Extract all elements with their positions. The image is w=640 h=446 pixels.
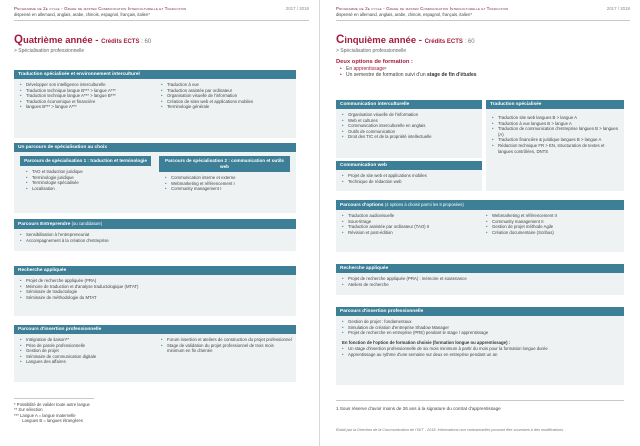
opt-col2 [480, 210, 624, 237]
box-recherche-appliquee-5 [336, 264, 624, 295]
box-title: Communication web [336, 161, 482, 170]
program-subtitle: dispensé en allemand, anglais, arabe, chinois, espagnol, français, italien* [14, 12, 150, 17]
list-item: • Traduction technique langue B*** > langue A*** [26, 88, 151, 94]
box1-col2 [155, 79, 296, 112]
list-item: • Community management II [492, 219, 620, 225]
header-divider [336, 20, 630, 21]
list-item: • Technique de rédaction web [348, 179, 478, 185]
list-item: • Un stage d'insertion professionnelle de six mois minimum à partir du mois pour la formation longue durée [348, 346, 620, 352]
list-item: • Traduction à vue [167, 82, 292, 88]
list-item: • Rédaction technique FR > EN, structuration de textes et langues contrôlées, DNTS [498, 143, 620, 154]
list-item: • Localisation [32, 186, 147, 192]
list-item: • Traduction technique langue A*** > langue B*** [26, 93, 151, 99]
box-insertion-professionnelle [14, 325, 296, 382]
list-item: • langues B*** > langue A*** [26, 104, 151, 110]
list-item: • Traduction financière & juridique langues B > langue A [498, 137, 620, 143]
list-item: • Organisation visuelle de l'information [348, 112, 478, 118]
list-item: • Communication interne et externe [171, 175, 286, 181]
web-list [336, 170, 482, 186]
list-item: • Droit des TIC et de la propriété intellectuelle [348, 134, 478, 140]
box4-list [14, 275, 296, 302]
list-item: • Apprentissage au rythme d'une semaine sur deux en entreprise pendant un an [348, 352, 620, 358]
specialisation-label: > Spécialisation professionnelle [14, 48, 85, 54]
list-item: • Séminaire de communication digitale [26, 354, 151, 360]
list-item: • Révision et post-édition [348, 230, 476, 236]
year-title [336, 34, 630, 46]
list-item: • Séminaire de méthodologie du MTAT [26, 295, 292, 301]
credit-line: Établi par la Direction de la Communication de l'ISIT - 2018. Informations non contractuelles pouvant être soumises à des modifications. [336, 428, 565, 432]
options-list [336, 65, 630, 78]
box-title: Traduction spécialisée et environnement interculturel [14, 70, 296, 79]
specialisation-label: > Spécialisation professionnelle [336, 48, 407, 54]
list-item: • Projet de recherche en entreprise (PRE) pendant le stage / apprentissage [348, 330, 620, 336]
list-item: • Traduction assistée par ordinateur [167, 88, 292, 94]
sub2-list [159, 172, 290, 194]
left-footnotes [14, 402, 90, 424]
ects-value: : 60 [139, 39, 152, 45]
list-item: • Projet de recherche appliquée (PRA) : mémoire et soutenance [348, 276, 620, 282]
year-initial: C [336, 34, 345, 46]
footnote: ** Sur sélection [14, 407, 43, 413]
box-title: Un parcours de spécialisation au choix [14, 143, 296, 152]
sub-box-title: Parcours de spécialisation 2 : communication et outils web [159, 156, 290, 172]
list-item: • Stage de validation du projet professionnel de trois mois minimum en fin d'année [167, 343, 292, 354]
box-recherche-appliquee [14, 266, 296, 316]
academic-year: 2017 / 2018 [606, 6, 630, 11]
right-page [320, 0, 640, 446]
list-item: • Simulation de création d'entreprise Shadow Manager [348, 325, 620, 331]
left-header [14, 6, 309, 28]
footnote: * Possibilité de valider toute autre langue [14, 402, 90, 407]
list-item: • Gestion de projet méthode Agile [492, 224, 620, 230]
box-title-note: (ou candidature) [71, 221, 103, 226]
box-title: Recherche appliquée [14, 266, 296, 275]
list-item: • Gestion de projet [26, 348, 151, 354]
list-item: • Projet de recherche appliquée (PRA) [26, 278, 292, 284]
options-title: Deux options de formation : [336, 59, 413, 65]
list-item: • Mémoire de traduction et d'analyse traductologique (MTAT) [26, 284, 292, 290]
box-communication-web [336, 161, 482, 191]
list-item: • Gestion de projet : fondamentaux [348, 319, 620, 325]
year-title [14, 34, 309, 46]
ts-list [486, 109, 624, 156]
box-parcours-specialisation [14, 143, 296, 213]
list-item: • Accompagnement à la création d'entreprise [26, 238, 292, 244]
list-item: • Web et cultures [348, 118, 478, 124]
list-item: • Traduction économique et financière [26, 99, 151, 105]
box-title: Communication interculturelle [336, 100, 482, 109]
list-item: • Langues des affaires [26, 359, 151, 365]
list-item: • Traduction audiovisuelle [348, 213, 476, 219]
box-title-note: (4 options à choisir parmi les 9 proposées) [384, 202, 464, 207]
footnote-divider [14, 398, 94, 399]
list-item: • Projet de site web et applications mobiles [348, 173, 478, 179]
option-item: • En apprentissage¹ [346, 66, 630, 72]
list-item: • Séminaire de traductologie [26, 289, 292, 295]
list-item: • Prise de parole professionnelle [26, 343, 151, 349]
program-title: Programme de 2e cycle - Grade de master Communication Interculturelle et Traduction [14, 6, 187, 11]
year-name: inquième année [344, 35, 417, 46]
list-item: • Intégration de liaison** [26, 337, 151, 343]
program-title: Programme de 2e cycle - Grade de master Communication Interculturelle et Traduction [336, 6, 509, 11]
year-separator: - [92, 35, 102, 46]
box5-col1 [14, 334, 155, 367]
sub1-list [20, 166, 151, 193]
ects-label: Crédits ECTS [101, 39, 140, 45]
list-item: • Terminologie juridique [32, 175, 147, 181]
list-item: • Webmarketing et référencement I [171, 181, 286, 187]
ci-list [336, 109, 482, 142]
list-item: • Organisation visuelle de l'information [167, 93, 292, 99]
ins-list [336, 316, 624, 338]
option-item: • Un semestre de formation suivi d'un stage de fin d'études [346, 72, 630, 78]
header-divider [14, 20, 309, 21]
list-item: • Ateliers de recherche [348, 282, 620, 288]
box-title: Parcours Entreprendre (ou candidature) [14, 219, 296, 229]
list-item: • Traduction de communication d'entreprise langues B > langues (A) [498, 126, 620, 137]
list-item: • Forum insertion et ateliers de construction du projet professionnel [167, 337, 292, 343]
formation-note: En fonction de l'option de formation choisie (formation longue ou apprentissage) : [342, 339, 511, 345]
list-item: • Création de sites web et applications mobiles [167, 99, 292, 105]
year-separator: - [416, 35, 425, 46]
box-traduction-specialisee [14, 70, 296, 138]
ins-list-2 [336, 345, 624, 359]
list-item: • Outils de communication [348, 129, 478, 135]
box-parcours-options [336, 200, 624, 252]
academic-year: 2017 / 2018 [285, 6, 309, 11]
list-item: • Sous-titrage [348, 219, 476, 225]
ects-value: : 60 [462, 39, 475, 45]
box-traduction-specialisee-5 [486, 100, 624, 191]
box-communication-interculturelle [336, 100, 482, 158]
box5-col2 [155, 334, 296, 356]
list-item: • TAO et traduction juridique [32, 169, 147, 175]
list-item: • Traduction à vue langues B > langue A [498, 121, 620, 127]
list-item: • Traduction assistée par ordinateur (TAO) II [348, 224, 476, 230]
box3-list [14, 229, 296, 245]
box-parcours-entreprendre [14, 219, 296, 251]
footnote-divider [336, 400, 624, 401]
rech-list [336, 273, 624, 289]
sub-box-title: Parcours de spécialisation 1 : traduction et terminologie [20, 156, 151, 166]
list-item: • Communication interculturelle en anglais [348, 123, 478, 129]
footnote: *** Langue A = langue maternelle [14, 412, 76, 418]
list-item: • Développer son intelligence interculturelle [26, 82, 151, 88]
year-name: uatrième année [22, 35, 93, 46]
opt-col1 [336, 210, 480, 237]
list-item: • Community management I [171, 186, 286, 192]
year-initial: Q [14, 34, 23, 46]
right-header [336, 6, 630, 28]
list-item: • Traduction site web langues B > langue A [498, 115, 620, 121]
footnote: Langues B = langues étrangères [14, 418, 83, 424]
list-item: • Sensibilisation à l'entrepreneuriat [26, 232, 292, 238]
box-title: Recherche appliquée [336, 264, 624, 273]
box-title: Parcours d'insertion professionnelle [14, 325, 296, 334]
ects-label: Crédits ECTS [424, 39, 463, 45]
program-subtitle: dispensé en allemand, anglais, arabe, chinois, espagnol, français, italien* [336, 12, 472, 17]
list-item: • Webmarketing et référencement II [492, 213, 620, 219]
box1-col1 [14, 79, 155, 112]
list-item: • Création documentaire (Scribus) [492, 230, 620, 236]
right-footnote: 1 Sous réserve d'avoir moins de 26 ans à la signature du contrat d'apprentissage [336, 406, 501, 411]
box-title: Parcours d'options (4 options à choisir parmi les 9 proposées) [336, 200, 624, 210]
box-title: Parcours d'insertion professionnelle [336, 307, 624, 316]
list-item: • Terminologie spécialisée [32, 180, 147, 186]
box-insertion-professionnelle-5 [336, 307, 624, 385]
box-title: Traduction spécialisée [486, 100, 624, 109]
list-item: • Terminologie générale [167, 104, 292, 110]
